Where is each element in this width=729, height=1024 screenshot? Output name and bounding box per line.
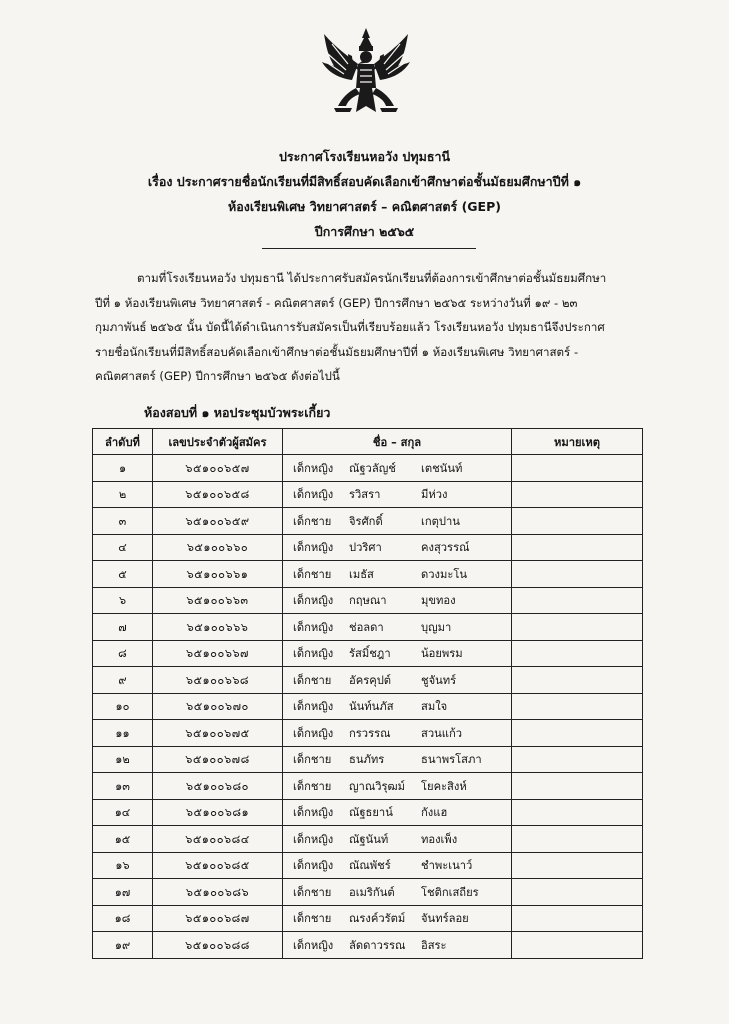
cell-full-name — [283, 561, 512, 588]
cell-remarks — [512, 746, 643, 773]
name-title: เด็กหญิง — [293, 806, 334, 820]
cell-remarks — [512, 720, 643, 747]
body-line: กุมภาพันธ์ ๒๕๖๕ นั้น บัดนี้ได้ดำเนินการรับสมัครเป็นที่เรียบร้อยแล้ว โรงเรียนหอวัง ปทุมธานีจึงประกาศ — [95, 320, 605, 334]
cell-remarks — [512, 799, 643, 826]
cell-applicant-id: ๖๕๑๐๐๖๕๙ — [153, 508, 283, 535]
name-title: เด็กชาย — [293, 779, 332, 793]
cell-full-name — [283, 455, 512, 482]
first-name: ลัดดาวรรณ — [349, 938, 406, 952]
cell-remarks — [512, 587, 643, 614]
name-title: เด็กชาย — [293, 673, 332, 687]
last-name: ดวงมะโน — [421, 567, 468, 581]
cell-applicant-id: ๖๕๑๐๐๖๘๖ — [153, 879, 283, 906]
cell-full-name — [283, 481, 512, 508]
first-name: ธนภัทร — [349, 753, 385, 767]
cell-applicant-id: ๖๕๑๐๐๖๖๐ — [153, 534, 283, 561]
first-name: รวิสรา — [349, 488, 381, 502]
cell-remarks — [512, 932, 643, 959]
first-name: ณัฐวลัญช์ — [349, 461, 396, 475]
cell-remarks — [512, 640, 643, 667]
name-title: เด็กหญิง — [293, 488, 334, 502]
cell-order: ๘ — [93, 640, 153, 667]
table-row — [93, 508, 643, 535]
cell-order: ๔ — [93, 534, 153, 561]
name-title: เด็กหญิง — [293, 541, 334, 555]
cell-applicant-id: ๖๕๑๐๐๖๘๕ — [153, 852, 283, 879]
cell-order: ๑๖ — [93, 852, 153, 879]
name-title: เด็กหญิง — [293, 832, 334, 846]
cell-order: ๑๔ — [93, 799, 153, 826]
academic-year: ปีการศึกษา ๒๕๖๕ — [314, 224, 415, 239]
table-row — [93, 667, 643, 694]
cell-full-name — [283, 879, 512, 906]
body-line: ปีที่ ๑ ห้องเรียนพิเศษ วิทยาศาสตร์ - คณิตศาสตร์ (GEP) ปีการศึกษา ๒๕๖๕ ระหว่างวันที่ ๑๙ - ๒๓ — [95, 295, 578, 310]
first-name: ช่อลดา — [349, 620, 384, 634]
table-row — [93, 481, 643, 508]
table-row — [93, 773, 643, 800]
table-row — [93, 614, 643, 641]
last-name: อิสระ — [421, 938, 447, 952]
cell-full-name — [283, 905, 512, 932]
last-name: สมใจ — [421, 700, 448, 714]
last-name: มีห่วง — [421, 488, 448, 502]
cell-order: ๓ — [93, 508, 153, 535]
cell-remarks — [512, 667, 643, 694]
announcement-subject: เรื่อง ประกาศรายชื่อนักเรียนที่มีสิทธิ์สอบคัดเลือกเข้าศึกษาต่อชั้นมัธยมศึกษาปีที่ ๑ — [147, 174, 582, 189]
last-name: คงสุวรรณ์ — [421, 541, 470, 555]
cell-order: ๑๑ — [93, 720, 153, 747]
cell-full-name — [283, 852, 512, 879]
cell-remarks — [512, 905, 643, 932]
garuda-emblem-icon — [318, 26, 414, 118]
cell-full-name — [283, 640, 512, 667]
body-line: ตามที่โรงเรียนหอวัง ปทุมธานี ได้ประกาศรับสมัครนักเรียนที่ต้องการเข้าศึกษาต่อชั้นมัธยมศึกษา — [137, 271, 607, 285]
table-header-row — [93, 429, 643, 455]
name-title: เด็กหญิง — [293, 938, 334, 952]
last-name: โชติกเสถียร — [421, 885, 479, 899]
announcement-header — [0, 144, 729, 244]
first-name: นันท์นภัส — [349, 700, 394, 714]
cell-applicant-id: ๖๕๑๐๐๖๖๘ — [153, 667, 283, 694]
announcement-title: ประกาศโรงเรียนหอวัง ปทุมธานี — [278, 149, 451, 164]
cell-order: ๑๘ — [93, 905, 153, 932]
cell-applicant-id: ๖๕๑๐๐๖๗๕ — [153, 720, 283, 747]
cell-order: ๑๕ — [93, 826, 153, 853]
cell-full-name — [283, 746, 512, 773]
name-title: เด็กหญิง — [293, 647, 334, 661]
announcement-body — [95, 266, 647, 389]
cell-remarks — [512, 534, 643, 561]
name-title: เด็กหญิง — [293, 594, 334, 608]
first-name: เมธัส — [349, 567, 374, 581]
name-title: เด็กชาย — [293, 514, 332, 528]
cell-order: ๒ — [93, 481, 153, 508]
cell-order: ๑๙ — [93, 932, 153, 959]
first-name: ณรงค์วรัตม์ — [349, 912, 406, 926]
cell-remarks — [512, 693, 643, 720]
cell-order: ๑๐ — [93, 693, 153, 720]
cell-remarks — [512, 455, 643, 482]
cell-order: ๑๗ — [93, 879, 153, 906]
last-name: มุขทอง — [421, 594, 456, 608]
first-name: กรวรรณ — [349, 726, 391, 740]
table-row — [93, 799, 643, 826]
cell-order: ๗ — [93, 614, 153, 641]
table-row — [93, 587, 643, 614]
cell-applicant-id: ๖๕๑๐๐๖๖๗ — [153, 640, 283, 667]
cell-applicant-id: ๖๕๑๐๐๖๘๔ — [153, 826, 283, 853]
cell-applicant-id: ๖๕๑๐๐๖๖๓ — [153, 587, 283, 614]
name-title: เด็กชาย — [293, 885, 332, 899]
cell-applicant-id: ๖๕๑๐๐๖๘๗ — [153, 905, 283, 932]
table-row — [93, 879, 643, 906]
first-name: ณัฐนันท์ — [349, 832, 389, 846]
cell-order: ๑๓ — [93, 773, 153, 800]
cell-order: ๕ — [93, 561, 153, 588]
cell-remarks — [512, 481, 643, 508]
cell-applicant-id: ๖๕๑๐๐๖๘๘ — [153, 932, 283, 959]
cell-remarks — [512, 826, 643, 853]
cell-applicant-id: ๖๕๑๐๐๖๘๑ — [153, 799, 283, 826]
first-name: จิรศักดิ์ — [349, 514, 383, 528]
first-name: อเมริกันต์ — [349, 885, 395, 899]
first-name: ปวริศา — [349, 541, 382, 555]
table-row — [93, 720, 643, 747]
cell-full-name — [283, 534, 512, 561]
cell-applicant-id: ๖๕๑๐๐๖๕๘ — [153, 481, 283, 508]
last-name: ชูจันทร์ — [421, 673, 457, 687]
table-row — [93, 826, 643, 853]
name-title: เด็กหญิง — [293, 620, 334, 634]
cell-remarks — [512, 852, 643, 879]
first-name: ณัณพัชร์ — [349, 859, 391, 873]
exam-room-title: ห้องสอบที่ ๑ หอประชุมบัวพระเกี้ยว — [144, 405, 331, 420]
cell-remarks — [512, 614, 643, 641]
last-name: เตชนันท์ — [421, 461, 463, 475]
cell-full-name — [283, 720, 512, 747]
last-name: ทองเพ็ง — [421, 832, 458, 846]
cell-remarks — [512, 773, 643, 800]
name-title: เด็กหญิง — [293, 461, 334, 475]
candidate-table — [92, 428, 643, 959]
cell-applicant-id: ๖๕๑๐๐๖๕๗ — [153, 455, 283, 482]
cell-order: ๑ — [93, 455, 153, 482]
name-title: เด็กชาย — [293, 753, 332, 767]
first-name: กฤษณา — [349, 594, 387, 608]
table-row — [93, 640, 643, 667]
first-name: อัครคุปต์ — [349, 673, 392, 687]
cell-order: ๖ — [93, 587, 153, 614]
cell-applicant-id: ๖๕๑๐๐๖๖๖ — [153, 614, 283, 641]
name-title: เด็กชาย — [293, 912, 332, 926]
cell-full-name — [283, 773, 512, 800]
header-applicant-id: เลขประจำตัวผู้สมัคร — [153, 429, 283, 455]
cell-order: ๑๒ — [93, 746, 153, 773]
last-name: โยคะสิงห์ — [421, 779, 467, 793]
last-name: กังแฮ — [421, 806, 448, 820]
table-row — [93, 693, 643, 720]
name-title: เด็กหญิง — [293, 700, 334, 714]
last-name: ชำพะเนาว์ — [421, 859, 473, 873]
table-row — [93, 905, 643, 932]
last-name: บุญมา — [421, 620, 452, 634]
cell-applicant-id: ๖๕๑๐๐๖๗๐ — [153, 693, 283, 720]
cell-full-name — [283, 508, 512, 535]
first-name: ณัฐธยาน์ — [349, 806, 393, 820]
cell-remarks — [512, 879, 643, 906]
name-title: เด็กหญิง — [293, 859, 334, 873]
table-row — [93, 534, 643, 561]
table-row — [93, 932, 643, 959]
program-name: ห้องเรียนพิเศษ วิทยาศาสตร์ – คณิตศาสตร์ (GEP) — [228, 199, 501, 214]
cell-full-name — [283, 826, 512, 853]
last-name: จันทร์ลอย — [421, 912, 469, 926]
header-full-name: ชื่อ – สกุล — [283, 429, 512, 455]
header-divider — [262, 248, 476, 249]
cell-applicant-id: ๖๕๑๐๐๖๖๑ — [153, 561, 283, 588]
table-row — [93, 455, 643, 482]
last-name: สวนแก้ว — [421, 726, 463, 740]
last-name: เกตุปาน — [421, 514, 460, 528]
cell-full-name — [283, 693, 512, 720]
cell-full-name — [283, 667, 512, 694]
header-order: ลำดับที่ — [93, 429, 153, 455]
body-line: รายชื่อนักเรียนที่มีสิทธิ์สอบคัดเลือกเข้าศึกษาต่อชั้นมัธยมศึกษาปีที่ ๑ ห้องเรียนพิเศษ วิทยาศาสตร์ - — [95, 344, 579, 359]
name-title: เด็กชาย — [293, 567, 332, 581]
name-title: เด็กหญิง — [293, 726, 334, 740]
cell-applicant-id: ๖๕๑๐๐๖๗๘ — [153, 746, 283, 773]
body-line: คณิตศาสตร์ (GEP) ปีการศึกษา ๒๕๖๕ ดังต่อไปนี้ — [95, 369, 340, 383]
first-name: ญาณวิรุฒม์ — [349, 779, 405, 793]
table-row — [93, 746, 643, 773]
cell-remarks — [512, 508, 643, 535]
table-row — [93, 561, 643, 588]
cell-full-name — [283, 614, 512, 641]
last-name: ธนาพรโสภา — [421, 753, 482, 767]
cell-full-name — [283, 932, 512, 959]
last-name: น้อยพรม — [421, 647, 463, 661]
cell-full-name — [283, 587, 512, 614]
cell-full-name — [283, 799, 512, 826]
cell-remarks — [512, 561, 643, 588]
cell-order: ๙ — [93, 667, 153, 694]
table-row — [93, 852, 643, 879]
first-name: รัสมิ์ชฎา — [349, 647, 391, 661]
header-remarks: หมายเหตุ — [512, 429, 643, 455]
cell-applicant-id: ๖๕๑๐๐๖๘๐ — [153, 773, 283, 800]
